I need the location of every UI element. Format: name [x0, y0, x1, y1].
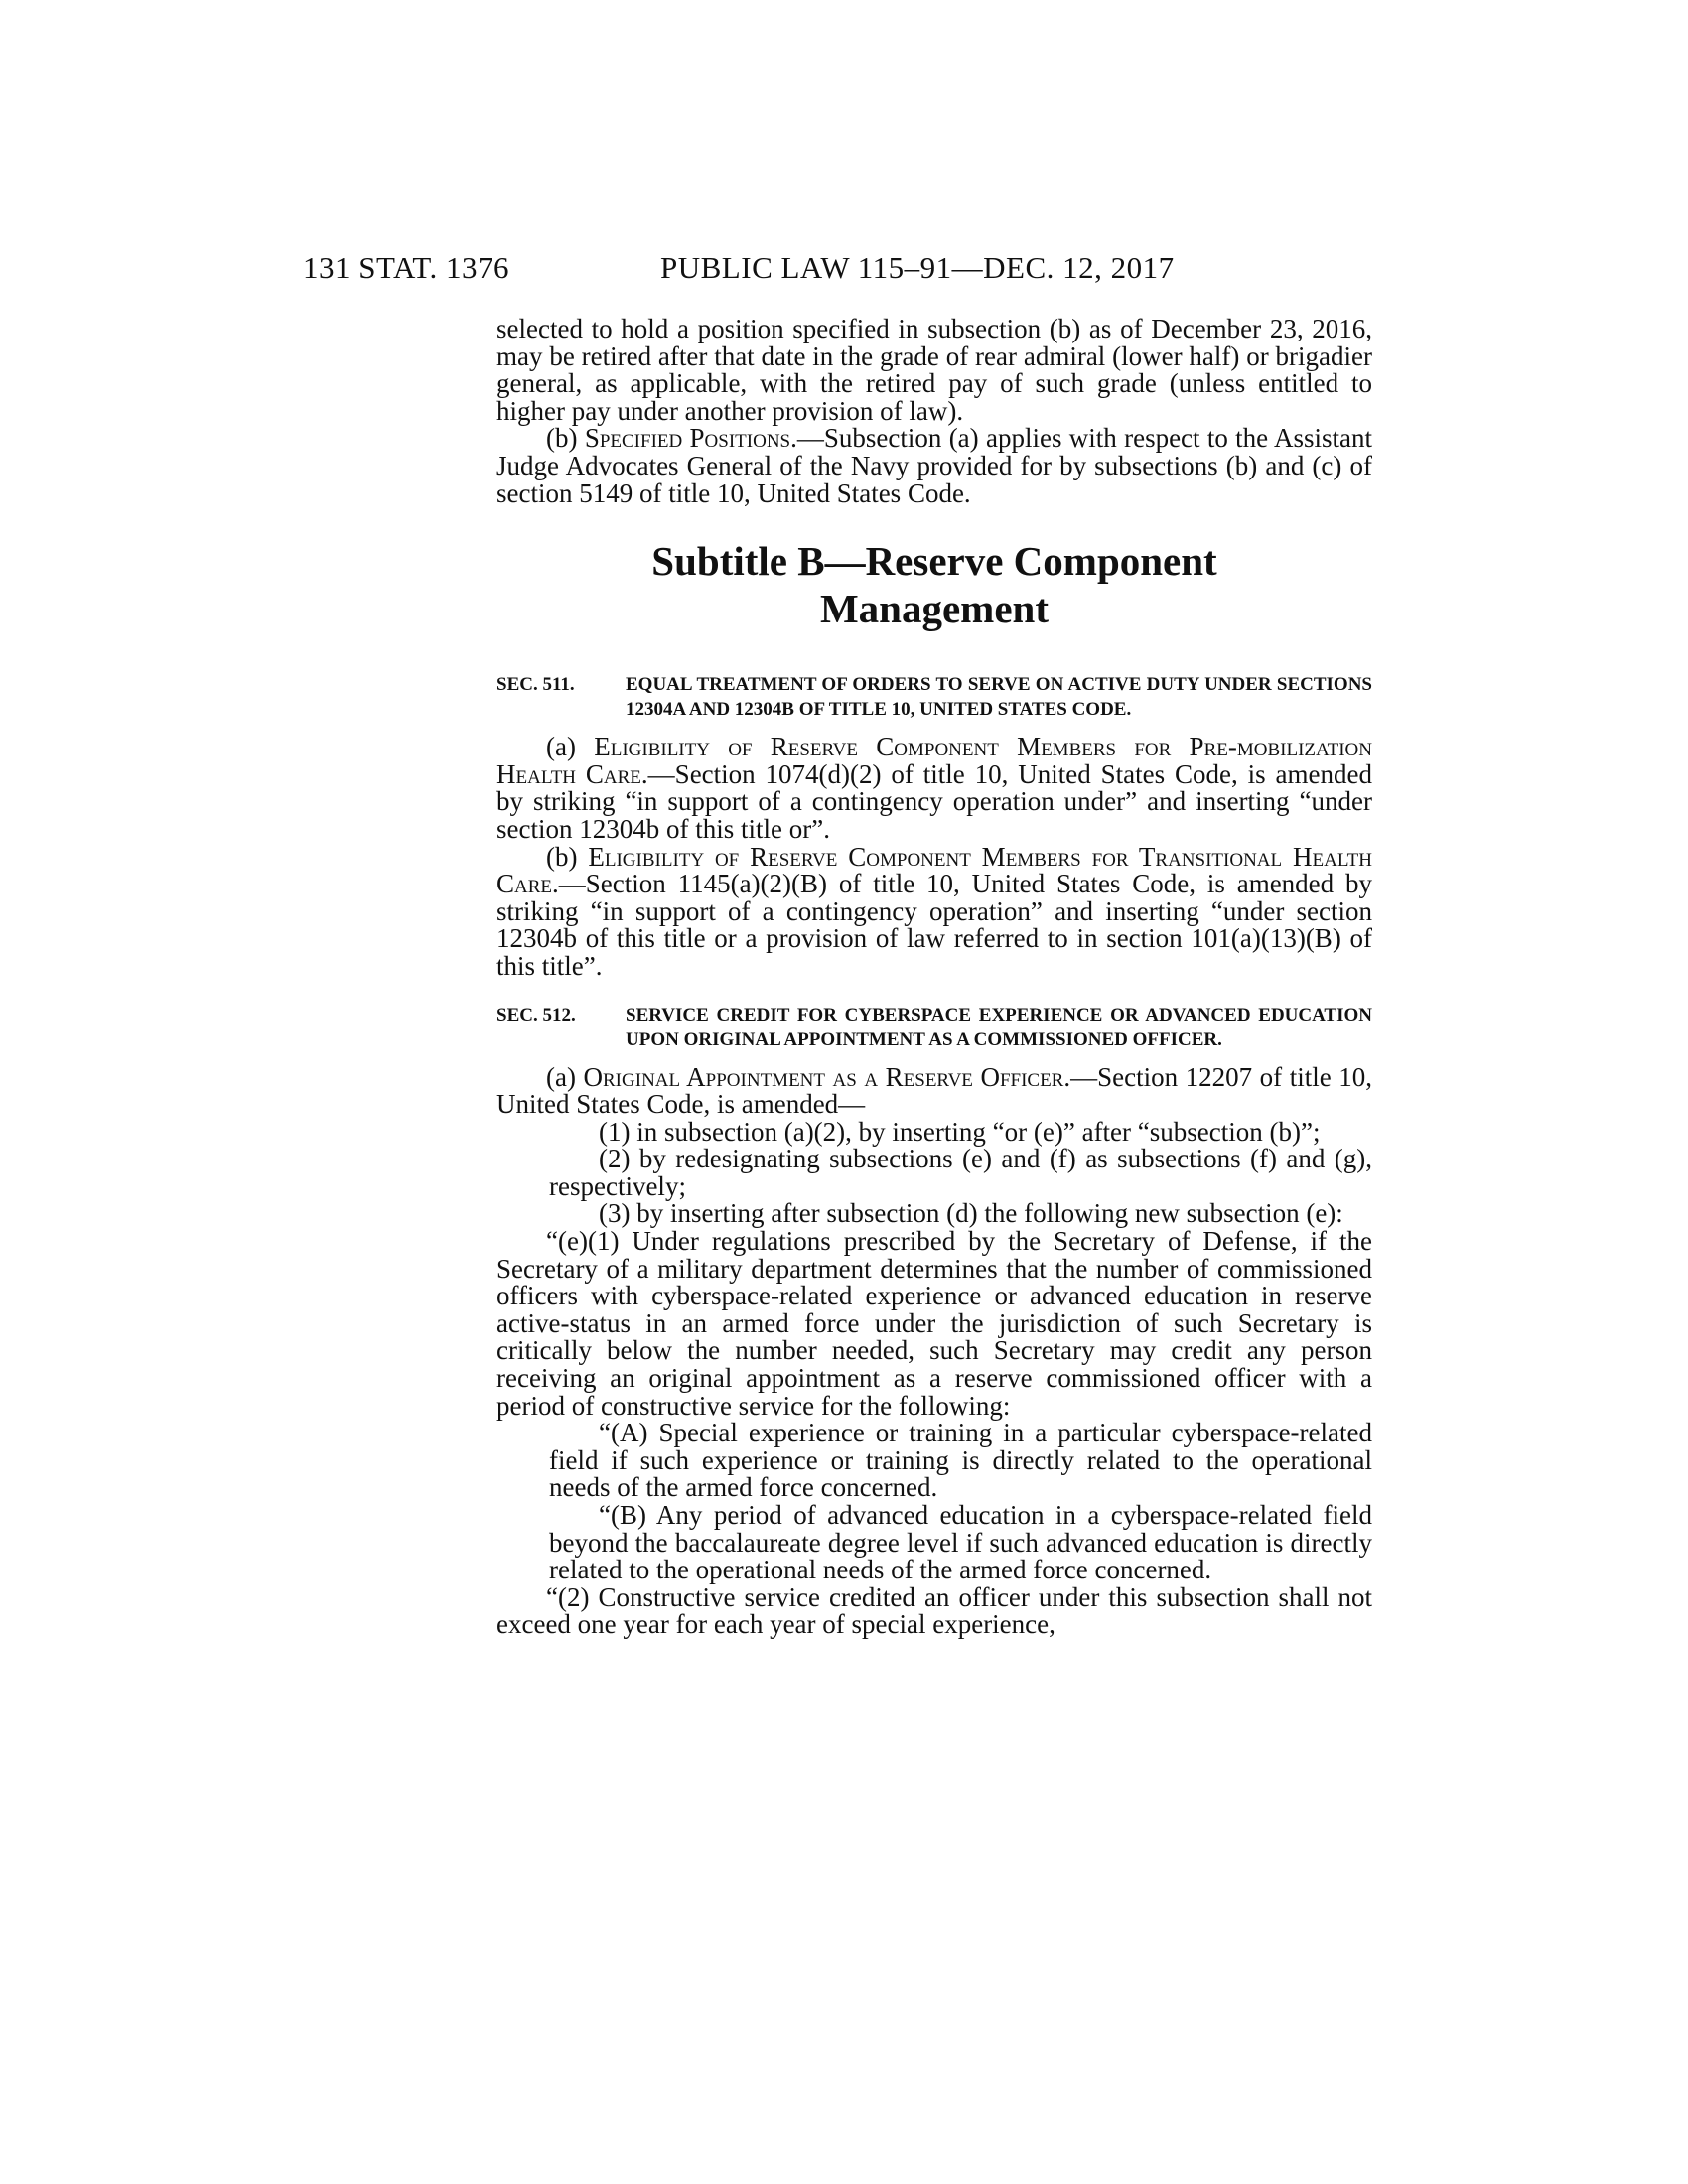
subtitle-line-2: Management: [819, 586, 1049, 632]
paragraph-heading: Eligibility of Reserve Component Members for Pre-mobilization Health Care: [496, 732, 1372, 789]
amendment-item-3: (3) by inserting after subsection (d) the following new subsection (e):: [599, 1198, 1343, 1229]
paragraph-heading: Original Appointment as a Reserve Officer: [583, 1061, 1064, 1092]
subtitle-line-1: Subtitle B—Reserve Component: [651, 538, 1217, 585]
paragraph-label: (b): [546, 841, 589, 872]
subtitle-heading: [496, 537, 1372, 632]
stat-page-number: 131 STAT. 1376: [303, 250, 510, 285]
body-text: [496, 316, 1372, 1639]
amendment-item-2: (2) by redesignating subsections (e) and (f) as subsections (f) and (g), respectively;: [549, 1144, 1372, 1201]
section-title: SERVICE CREDIT FOR CYBERSPACE EXPERIENCE OR ADVANCED EDUCATION UPON ORIGINAL APPOINTMENT AS A COMMISSIONED OFFICER.: [626, 1004, 1372, 1050]
running-head: [303, 250, 1375, 290]
paragraph-heading: Specified Positions: [584, 423, 791, 454]
new-subsection-e2: “(2) Constructive service credited an officer under this subsection shall not exceed one year for each year of special experience,: [496, 1581, 1372, 1640]
paragraph-label: (a): [546, 1061, 584, 1092]
paragraph-b-specified-positions: [496, 425, 1372, 507]
paragraph-label: (b): [546, 423, 585, 454]
paragraph-text: .—Section 1074(d)(2) of title 10, United States Code, is amended by striking “in support of a contingency operation under” and inserting “under section 12304b of this title or”.: [496, 758, 1372, 844]
section-511-paragraph-b: [496, 841, 1373, 981]
paragraph-heading: Eligibility of Reserve Component Members for Transitional Health Care: [496, 841, 1373, 899]
public-law-title: PUBLIC LAW 115–91—DEC. 12, 2017: [660, 250, 1175, 285]
section-number: SEC. 512.: [496, 1004, 576, 1025]
paragraph-text: .—Section 1145(a)(2)(B) of title 10, United States Code, is amended by striking “in support of a contingency operation” and inserting “under section 12304b of this title or a provision of law referred to in section 101(a)(13)(B) of this title”.: [496, 869, 1372, 981]
paragraph-text: .—Subsection (a) applies with respect to the Assistant Judge Advocates General of the Navy provided for by subsections (b) and (c) of section 5149 of title 10, United States Code.: [496, 423, 1373, 508]
section-title: EQUAL TREATMENT OF ORDERS TO SERVE ON ACTIVE DUTY UNDER SECTIONS 12304A AND 12304B OF TITLE 10, UNITED STATES CODE.: [626, 674, 1372, 721]
amendment-item-1: (1) in subsection (a)(2), by inserting “or (e)” after “subsection (b)”;: [599, 1116, 1321, 1147]
section-511-paragraph-a: [496, 734, 1372, 843]
new-subsection-e1: “(e)(1) Under regulations prescribed by the Secretary of Defense, if the Secretary of a military department determines that the number of commissioned officers with cyberspace-related experience or advanced education in reserve active-status in an armed force under the jurisdiction of such Secretary is critically below the number needed, such Secretary may credit any person receiving an original appointment as a reserve commissioned officer with a period of constructive service for the following:: [496, 1226, 1372, 1421]
paragraph-label: (a): [546, 732, 595, 762]
paragraph-continued: selected to hold a position specified in subsection (b) as of December 23, 2016, may be retired after that date in the grade of rear admiral (lower half) or brigadier general, as applicable, with the retired pay of such grade (unless entitled to higher pay under another provision of law).: [496, 314, 1372, 426]
new-subparagraph-b: “(B) Any period of advanced education in a cyberspace-related field beyond the baccalaureate degree level if such advanced education is directly related to the operational needs of the armed force concerned.: [549, 1500, 1372, 1585]
section-number: SEC. 511.: [496, 674, 575, 696]
new-subparagraph-a: “(A) Special experience or training in a particular cyberspace-related field if such experience or training is directly related to the operational needs of the armed force concerned.: [549, 1418, 1372, 1503]
paragraph-text: .—Section 12207 of title 10, United States Code, is amended—: [496, 1061, 1372, 1120]
section-511-heading: [496, 672, 1372, 722]
section-512-heading: [496, 1003, 1372, 1052]
section-512-paragraph-a: [496, 1061, 1372, 1120]
